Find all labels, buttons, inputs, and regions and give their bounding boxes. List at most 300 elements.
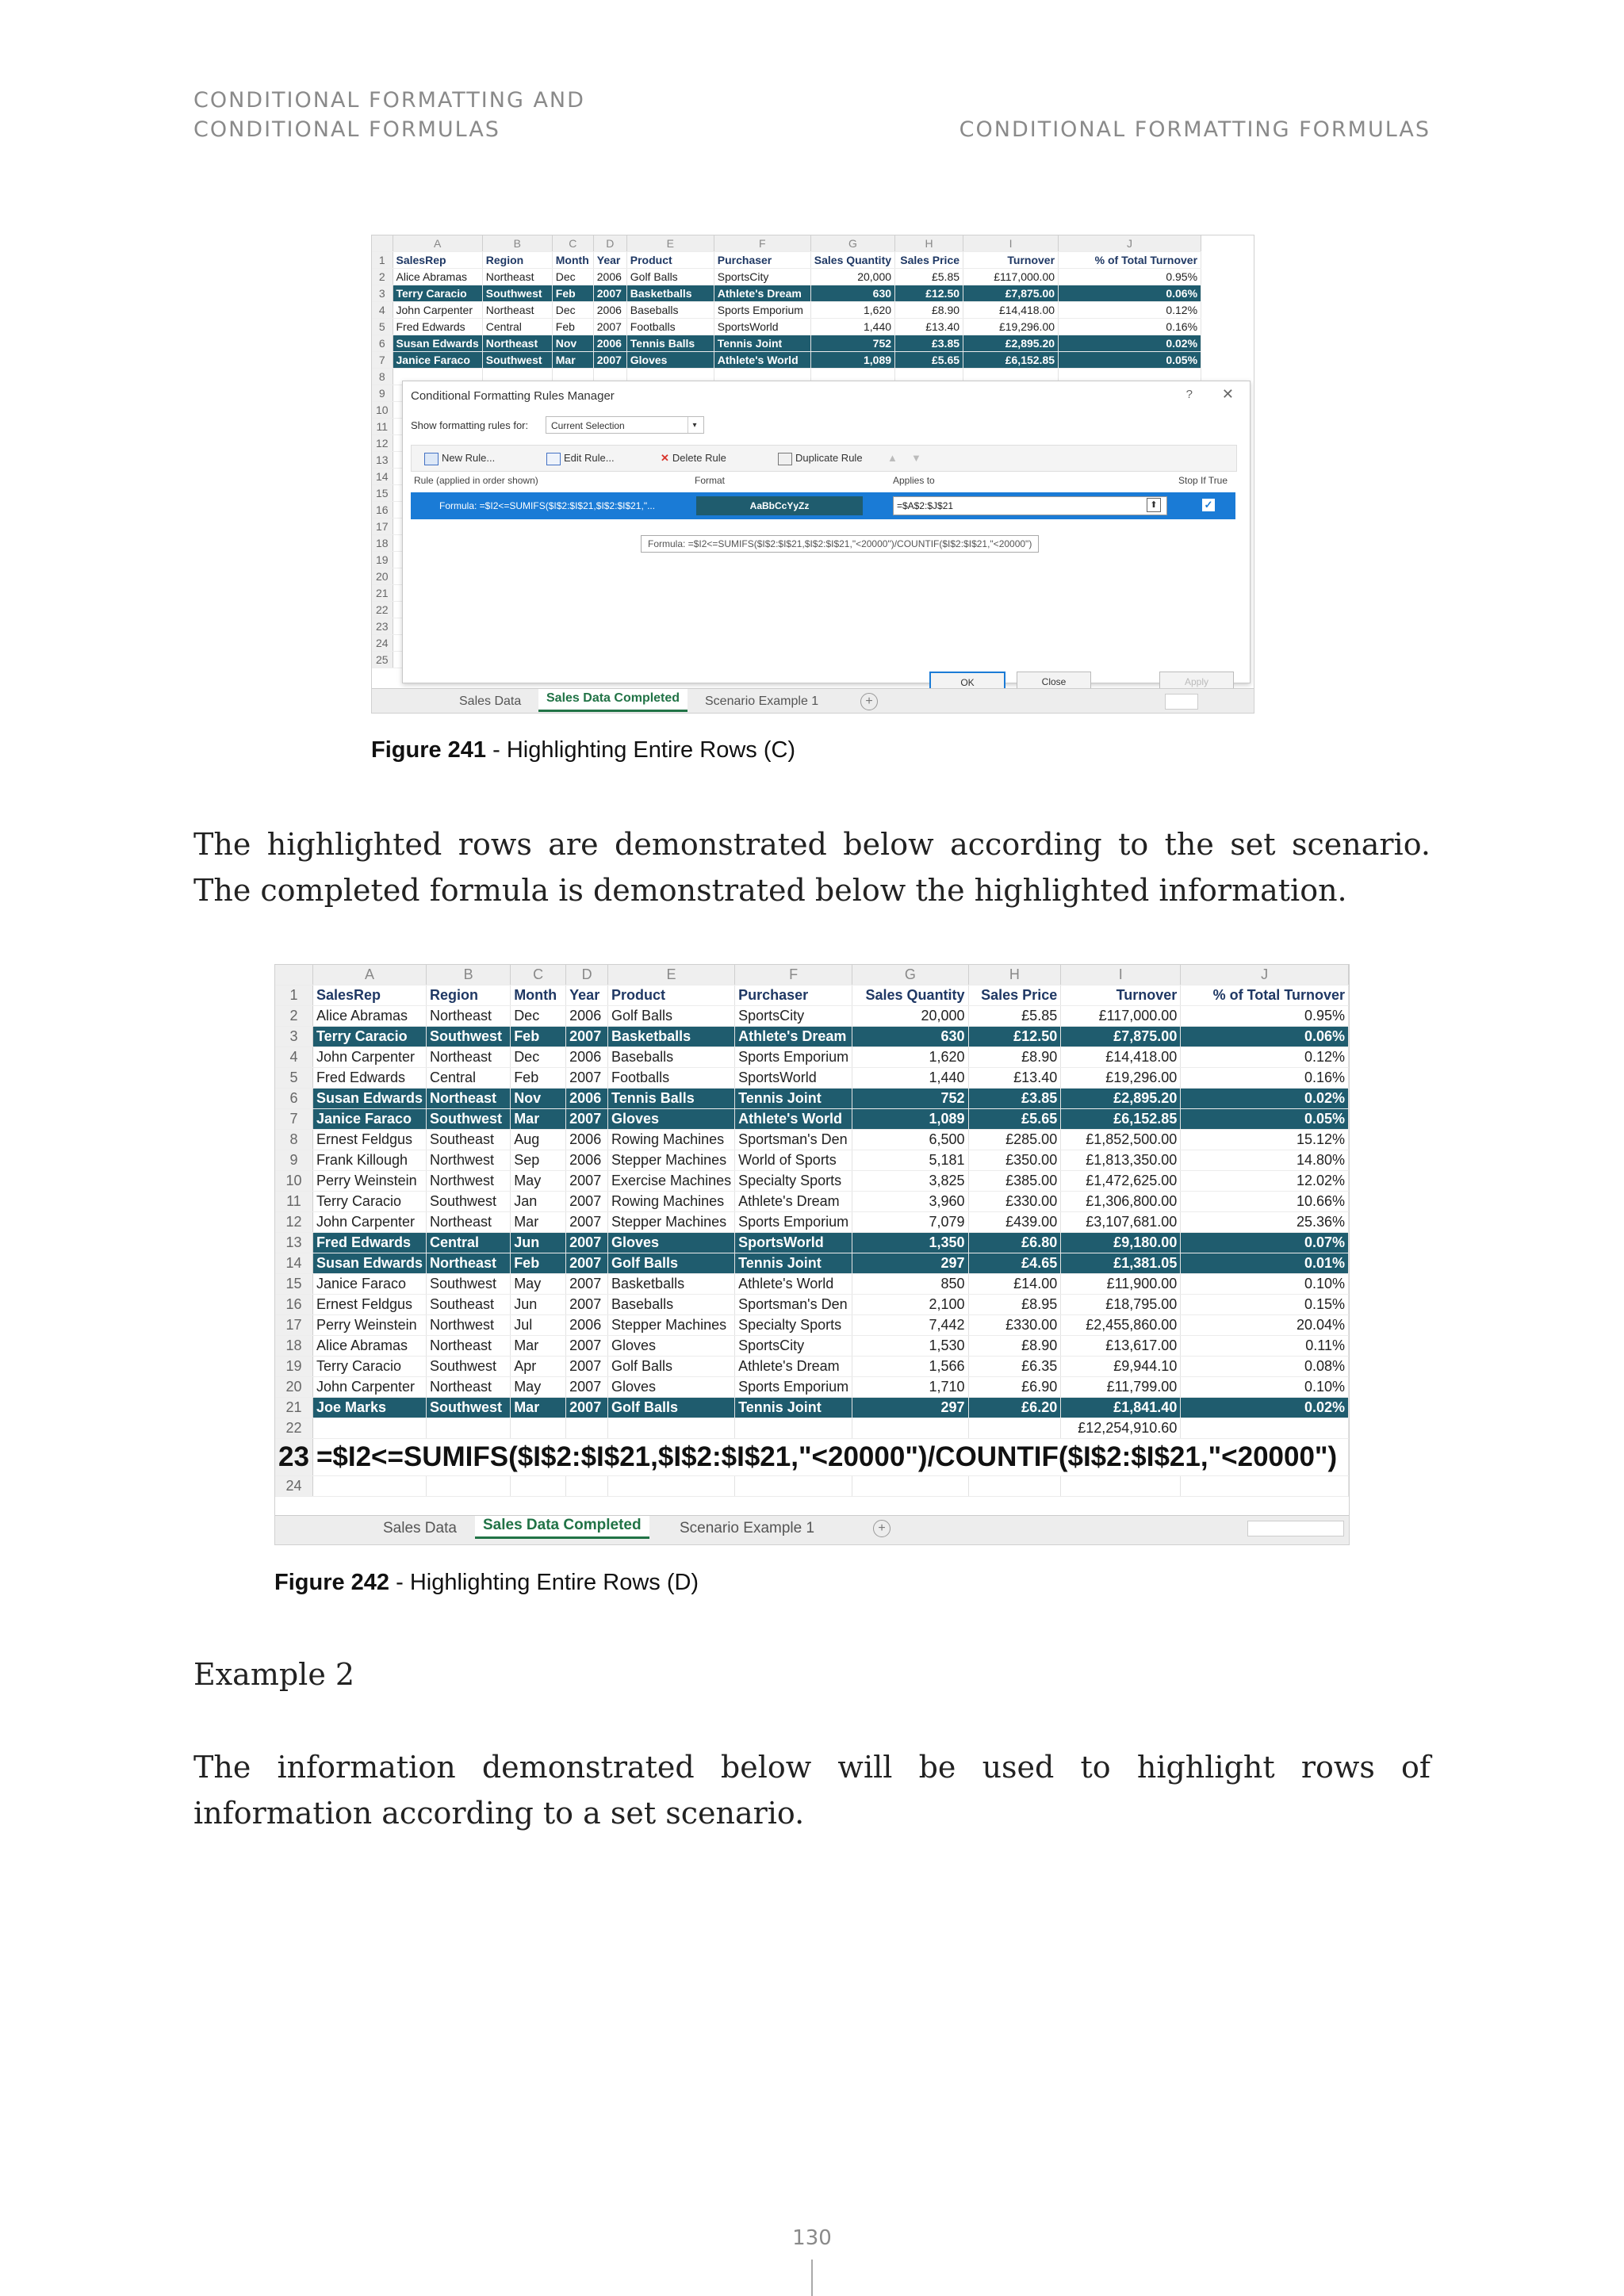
table-cell[interactable]: £11,799.00: [1061, 1377, 1181, 1398]
table-cell[interactable]: Nov: [552, 335, 593, 352]
table-cell[interactable]: Rowing Machines: [608, 1192, 735, 1212]
table-cell[interactable]: £1,381.05: [1061, 1253, 1181, 1274]
table-header-cell[interactable]: Sales Price: [968, 985, 1061, 1006]
table-cell[interactable]: Mar: [511, 1109, 566, 1130]
table-cell[interactable]: 0.11%: [1181, 1336, 1349, 1357]
table-cell[interactable]: £1,852,500.00: [1061, 1130, 1181, 1150]
table-cell[interactable]: 2006: [593, 335, 626, 352]
table-cell[interactable]: £14,418.00: [1061, 1047, 1181, 1068]
table-header-cell[interactable]: Month: [552, 252, 593, 269]
table-cell[interactable]: £5.85: [895, 269, 963, 285]
table-cell[interactable]: SportsWorld: [735, 1233, 852, 1253]
row-number[interactable]: 22: [372, 602, 393, 618]
table-cell[interactable]: £6.20: [968, 1398, 1061, 1418]
table-cell[interactable]: Feb: [511, 1068, 566, 1089]
table-cell[interactable]: Southwest: [482, 352, 552, 369]
table-cell[interactable]: 2007: [566, 1357, 608, 1377]
table-cell[interactable]: £12.50: [968, 1027, 1061, 1047]
row-number[interactable]: 24: [372, 635, 393, 652]
table-cell[interactable]: 2007: [566, 1109, 608, 1130]
table-cell[interactable]: £13,617.00: [1061, 1336, 1181, 1357]
table-cell[interactable]: Dec: [511, 1047, 566, 1068]
table-cell[interactable]: Central: [426, 1233, 510, 1253]
table-cell[interactable]: [312, 1476, 426, 1497]
table-cell[interactable]: Perry Weinstein: [312, 1315, 426, 1336]
table-cell[interactable]: Golf Balls: [608, 1253, 735, 1274]
column-letter-j[interactable]: J: [1059, 235, 1201, 252]
table-cell[interactable]: 6,500: [852, 1130, 968, 1150]
column-letter-c[interactable]: C: [552, 235, 593, 252]
table-cell[interactable]: Northeast: [482, 302, 552, 319]
table-cell[interactable]: 20,000: [852, 1006, 968, 1027]
table-cell[interactable]: Athlete's Dream: [735, 1357, 852, 1377]
table-cell[interactable]: Alice Abramas: [312, 1006, 426, 1027]
table-header-cell[interactable]: % of Total Turnover: [1059, 252, 1201, 269]
table-cell[interactable]: 0.05%: [1181, 1109, 1349, 1130]
row-number[interactable]: 1: [372, 252, 393, 269]
table-cell[interactable]: 20.04%: [1181, 1315, 1349, 1336]
table-cell[interactable]: Northwest: [426, 1315, 510, 1336]
table-cell[interactable]: Footballs: [608, 1068, 735, 1089]
table-cell[interactable]: 2007: [593, 285, 626, 302]
table-cell[interactable]: £1,813,350.00: [1061, 1150, 1181, 1171]
table-cell[interactable]: £11,900.00: [1061, 1274, 1181, 1295]
table-cell[interactable]: Northeast: [426, 1212, 510, 1233]
table-cell[interactable]: £14.00: [968, 1274, 1061, 1295]
table-cell[interactable]: Jan: [511, 1192, 566, 1212]
tab-sales-data-completed[interactable]: Sales Data Completed: [538, 689, 688, 712]
table-cell[interactable]: £19,296.00: [963, 319, 1059, 335]
table-cell[interactable]: 2,100: [852, 1295, 968, 1315]
applies-to-field[interactable]: =$A$2:$J$21: [893, 496, 1167, 515]
row-number[interactable]: 4: [372, 302, 393, 319]
table-cell[interactable]: [312, 1418, 426, 1439]
table-cell[interactable]: Southwest: [426, 1274, 510, 1295]
table-cell[interactable]: Terry Caracio: [312, 1192, 426, 1212]
table-cell[interactable]: Northeast: [426, 1336, 510, 1357]
table-cell[interactable]: John Carpenter: [393, 302, 482, 319]
tab-sales-data-completed-2[interactable]: Sales Data Completed: [475, 1516, 649, 1539]
column-letter-i[interactable]: I: [1061, 965, 1181, 985]
column-letter-h[interactable]: H: [895, 235, 963, 252]
table-cell[interactable]: Fred Edwards: [312, 1233, 426, 1253]
table-cell[interactable]: 1,620: [852, 1047, 968, 1068]
formula-text-cell[interactable]: =$I2<=SUMIFS($I$2:$I$21,$I$2:$I$21,"<20000")/COUNTIF($I$2:$I$21,"<20000"): [312, 1439, 1348, 1476]
row-number[interactable]: 21: [275, 1398, 312, 1418]
table-cell[interactable]: Southwest: [426, 1398, 510, 1418]
table-cell[interactable]: Mar: [552, 352, 593, 369]
table-cell[interactable]: May: [511, 1171, 566, 1192]
table-cell[interactable]: [852, 1476, 968, 1497]
row-number[interactable]: 4: [275, 1047, 312, 1068]
new-rule-button[interactable]: [424, 450, 495, 466]
table-cell[interactable]: 0.08%: [1181, 1357, 1349, 1377]
row-number[interactable]: 15: [275, 1274, 312, 1295]
column-letter-i[interactable]: I: [963, 235, 1059, 252]
table-cell[interactable]: Northeast: [426, 1047, 510, 1068]
table-cell[interactable]: Baseballs: [608, 1295, 735, 1315]
table-cell[interactable]: £9,180.00: [1061, 1233, 1181, 1253]
table-cell[interactable]: 20,000: [810, 269, 894, 285]
table-cell[interactable]: SportsCity: [714, 269, 810, 285]
table-cell[interactable]: Northwest: [426, 1150, 510, 1171]
table-cell[interactable]: Perry Weinstein: [312, 1171, 426, 1192]
table-cell[interactable]: 0.02%: [1181, 1398, 1349, 1418]
table-cell[interactable]: 0.06%: [1059, 285, 1201, 302]
table-cell[interactable]: Baseballs: [608, 1047, 735, 1068]
table-cell[interactable]: Stepper Machines: [608, 1212, 735, 1233]
row-number[interactable]: 11: [372, 419, 393, 435]
table-header-cell[interactable]: Purchaser: [714, 252, 810, 269]
table-cell[interactable]: 0.01%: [1181, 1253, 1349, 1274]
table-cell[interactable]: [1181, 1476, 1349, 1497]
table-header-cell[interactable]: Turnover: [963, 252, 1059, 269]
column-letter-d[interactable]: D: [566, 965, 608, 985]
table-cell[interactable]: Feb: [511, 1027, 566, 1047]
table-cell[interactable]: 1,089: [852, 1109, 968, 1130]
row-number[interactable]: 1: [275, 985, 312, 1006]
tab-scenario-example-1[interactable]: Scenario Example 1: [705, 695, 819, 708]
row-number[interactable]: 23: [275, 1439, 312, 1476]
table-cell[interactable]: Northeast: [482, 269, 552, 285]
table-cell[interactable]: May: [511, 1377, 566, 1398]
table-cell[interactable]: [608, 1476, 735, 1497]
table-header-cell[interactable]: Month: [511, 985, 566, 1006]
row-number[interactable]: 17: [275, 1315, 312, 1336]
table-cell[interactable]: Athlete's World: [735, 1109, 852, 1130]
table-cell[interactable]: £9,944.10: [1061, 1357, 1181, 1377]
table-cell[interactable]: £350.00: [968, 1150, 1061, 1171]
table-header-cell[interactable]: Region: [426, 985, 510, 1006]
row-number[interactable]: 6: [275, 1089, 312, 1109]
table-cell[interactable]: Rowing Machines: [608, 1130, 735, 1150]
table-cell[interactable]: Joe Marks: [312, 1398, 426, 1418]
row-number[interactable]: 12: [372, 435, 393, 452]
table-cell[interactable]: 7,442: [852, 1315, 968, 1336]
table-cell[interactable]: Mar: [511, 1212, 566, 1233]
table-cell[interactable]: 0.95%: [1059, 269, 1201, 285]
row-number[interactable]: 19: [372, 552, 393, 568]
table-cell[interactable]: Tennis Joint: [735, 1398, 852, 1418]
row-number[interactable]: 21: [372, 585, 393, 602]
table-cell[interactable]: [968, 1418, 1061, 1439]
column-letter-f[interactable]: F: [735, 965, 852, 985]
dialog-close-icon[interactable]: ✕: [1221, 386, 1234, 402]
table-cell[interactable]: Feb: [552, 285, 593, 302]
table-cell[interactable]: Northwest: [426, 1171, 510, 1192]
table-cell[interactable]: Dec: [552, 269, 593, 285]
table-cell[interactable]: Jul: [511, 1315, 566, 1336]
row-number[interactable]: 10: [275, 1171, 312, 1192]
table-cell[interactable]: Susan Edwards: [393, 335, 482, 352]
row-number[interactable]: 8: [275, 1130, 312, 1150]
table-cell[interactable]: SportsCity: [735, 1006, 852, 1027]
row-number[interactable]: 18: [275, 1336, 312, 1357]
table-cell[interactable]: Sportsman's Den: [735, 1130, 852, 1150]
table-cell[interactable]: 2006: [593, 302, 626, 319]
table-cell[interactable]: 1,620: [810, 302, 894, 319]
table-cell[interactable]: Southwest: [426, 1109, 510, 1130]
table-cell[interactable]: £1,841.40: [1061, 1398, 1181, 1418]
table-cell[interactable]: [426, 1476, 510, 1497]
table-header-cell[interactable]: Region: [482, 252, 552, 269]
row-number[interactable]: 17: [372, 519, 393, 535]
column-letter-c[interactable]: C: [511, 965, 566, 985]
table-cell[interactable]: Northeast: [426, 1089, 510, 1109]
table-cell[interactable]: Sports Emporium: [735, 1047, 852, 1068]
table-cell[interactable]: Footballs: [626, 319, 714, 335]
table-cell[interactable]: Sportsman's Den: [735, 1295, 852, 1315]
table-cell[interactable]: Fred Edwards: [312, 1068, 426, 1089]
table-cell[interactable]: 2007: [566, 1233, 608, 1253]
table-cell[interactable]: Gloves: [608, 1109, 735, 1130]
table-cell[interactable]: Mar: [511, 1398, 566, 1418]
table-cell[interactable]: £18,795.00: [1061, 1295, 1181, 1315]
table-cell[interactable]: Northeast: [426, 1377, 510, 1398]
table-cell[interactable]: Frank Killough: [312, 1150, 426, 1171]
table-cell[interactable]: £8.90: [895, 302, 963, 319]
table-cell[interactable]: Southwest: [426, 1027, 510, 1047]
row-number[interactable]: 24: [275, 1476, 312, 1497]
table-cell[interactable]: [1181, 1418, 1349, 1439]
table-cell[interactable]: 1,089: [810, 352, 894, 369]
table-cell[interactable]: [852, 1418, 968, 1439]
table-cell[interactable]: [511, 1476, 566, 1497]
table-cell[interactable]: Sports Emporium: [735, 1377, 852, 1398]
table-cell[interactable]: Southeast: [426, 1130, 510, 1150]
table-cell[interactable]: £6,152.85: [963, 352, 1059, 369]
table-cell[interactable]: Basketballs: [626, 285, 714, 302]
table-cell[interactable]: £5.65: [895, 352, 963, 369]
table-cell[interactable]: £385.00: [968, 1171, 1061, 1192]
select-all-corner[interactable]: [372, 235, 393, 252]
table-cell[interactable]: Gloves: [626, 352, 714, 369]
table-cell[interactable]: 0.15%: [1181, 1295, 1349, 1315]
table-cell[interactable]: [511, 1418, 566, 1439]
table-cell[interactable]: Tennis Joint: [714, 335, 810, 352]
row-number[interactable]: 20: [372, 568, 393, 585]
add-sheet-icon[interactable]: +: [860, 693, 878, 710]
table-cell[interactable]: £117,000.00: [1061, 1006, 1181, 1027]
row-number[interactable]: 13: [372, 452, 393, 469]
table-cell[interactable]: Stepper Machines: [608, 1315, 735, 1336]
table-cell[interactable]: 2007: [566, 1171, 608, 1192]
table-header-cell[interactable]: Sales Quantity: [810, 252, 894, 269]
table-cell[interactable]: 1,440: [852, 1068, 968, 1089]
table-cell[interactable]: 297: [852, 1398, 968, 1418]
table-cell[interactable]: 2007: [566, 1295, 608, 1315]
table-cell[interactable]: Sports Emporium: [735, 1212, 852, 1233]
table-cell[interactable]: 1,710: [852, 1377, 968, 1398]
table-cell[interactable]: Nov: [511, 1089, 566, 1109]
table-cell[interactable]: 2007: [566, 1274, 608, 1295]
row-number[interactable]: 23: [372, 618, 393, 635]
tab-sales-data[interactable]: Sales Data: [459, 695, 522, 708]
tab-scenario-example-1-2[interactable]: Scenario Example 1: [680, 1520, 815, 1536]
table-cell[interactable]: 2007: [566, 1212, 608, 1233]
table-header-cell[interactable]: Product: [608, 985, 735, 1006]
table-header-cell[interactable]: Product: [626, 252, 714, 269]
table-cell[interactable]: Baseballs: [626, 302, 714, 319]
table-cell[interactable]: Janice Faraco: [393, 352, 482, 369]
row-number[interactable]: 13: [275, 1233, 312, 1253]
row-number[interactable]: 16: [275, 1295, 312, 1315]
table-cell[interactable]: 0.06%: [1181, 1027, 1349, 1047]
table-cell[interactable]: 0.02%: [1059, 335, 1201, 352]
table-cell[interactable]: 0.02%: [1181, 1089, 1349, 1109]
table-cell[interactable]: £12.50: [895, 285, 963, 302]
close-button[interactable]: Close: [1017, 672, 1091, 692]
table-cell[interactable]: Southwest: [426, 1357, 510, 1377]
row-number[interactable]: 5: [275, 1068, 312, 1089]
table-cell[interactable]: Exercise Machines: [608, 1171, 735, 1192]
duplicate-rule-button[interactable]: [778, 450, 863, 466]
table-cell[interactable]: Susan Edwards: [312, 1089, 426, 1109]
row-number[interactable]: 11: [275, 1192, 312, 1212]
move-up-icon[interactable]: ▲: [887, 452, 898, 464]
table-cell[interactable]: Central: [482, 319, 552, 335]
column-letter-e[interactable]: E: [626, 235, 714, 252]
table-cell[interactable]: Dec: [511, 1006, 566, 1027]
table-cell[interactable]: May: [511, 1274, 566, 1295]
horizontal-scrollbar[interactable]: [1165, 694, 1198, 710]
table-cell[interactable]: 10.66%: [1181, 1192, 1349, 1212]
table-cell[interactable]: SportsWorld: [714, 319, 810, 335]
table-cell[interactable]: [735, 1476, 852, 1497]
table-cell[interactable]: Janice Faraco: [312, 1109, 426, 1130]
table-cell[interactable]: Fred Edwards: [393, 319, 482, 335]
table-cell[interactable]: £14,418.00: [963, 302, 1059, 319]
table-cell[interactable]: 0.10%: [1181, 1377, 1349, 1398]
delete-rule-button[interactable]: [661, 450, 726, 466]
table-cell[interactable]: 0.07%: [1181, 1233, 1349, 1253]
row-number[interactable]: 16: [372, 502, 393, 519]
table-cell[interactable]: Tennis Joint: [735, 1089, 852, 1109]
table-cell[interactable]: 2006: [566, 1130, 608, 1150]
table-cell[interactable]: 2007: [566, 1192, 608, 1212]
table-cell[interactable]: Athlete's World: [714, 352, 810, 369]
help-button[interactable]: ?: [1185, 388, 1193, 401]
table-cell[interactable]: £3,107,681.00: [1061, 1212, 1181, 1233]
table-cell[interactable]: Southwest: [426, 1192, 510, 1212]
row-number[interactable]: 7: [372, 352, 393, 369]
table-cell[interactable]: John Carpenter: [312, 1212, 426, 1233]
table-cell[interactable]: £8.90: [968, 1336, 1061, 1357]
table-header-cell[interactable]: Turnover: [1061, 985, 1181, 1006]
horizontal-scrollbar-2[interactable]: [1247, 1521, 1344, 1536]
table-cell[interactable]: Alice Abramas: [393, 269, 482, 285]
table-cell[interactable]: 2006: [566, 1315, 608, 1336]
table-cell[interactable]: £439.00: [968, 1212, 1061, 1233]
table-cell[interactable]: 752: [852, 1089, 968, 1109]
table-cell[interactable]: SportsWorld: [735, 1068, 852, 1089]
rule-row-selected[interactable]: [411, 492, 1235, 519]
table-cell[interactable]: Golf Balls: [608, 1357, 735, 1377]
table-cell[interactable]: 2006: [566, 1047, 608, 1068]
table-cell[interactable]: 2007: [566, 1068, 608, 1089]
table-cell[interactable]: £117,000.00: [963, 269, 1059, 285]
table-cell[interactable]: £4.65: [968, 1253, 1061, 1274]
table-cell[interactable]: Sep: [511, 1150, 566, 1171]
table-cell[interactable]: £2,895.20: [1061, 1089, 1181, 1109]
table-cell[interactable]: Golf Balls: [608, 1398, 735, 1418]
table-cell[interactable]: Gloves: [608, 1377, 735, 1398]
table-cell[interactable]: 0.95%: [1181, 1006, 1349, 1027]
row-number[interactable]: 18: [372, 535, 393, 552]
table-cell[interactable]: 2007: [566, 1377, 608, 1398]
row-number[interactable]: 8: [372, 369, 393, 385]
table-cell[interactable]: Specialty Sports: [735, 1315, 852, 1336]
table-cell[interactable]: Susan Edwards: [312, 1253, 426, 1274]
table-cell[interactable]: £330.00: [968, 1315, 1061, 1336]
ok-button[interactable]: OK: [929, 672, 1005, 694]
select-all-corner[interactable]: [275, 965, 312, 985]
table-cell[interactable]: Terry Caracio: [393, 285, 482, 302]
show-rules-select[interactable]: [546, 416, 704, 434]
table-cell[interactable]: 2007: [593, 319, 626, 335]
table-cell[interactable]: Athlete's Dream: [714, 285, 810, 302]
row-number[interactable]: 20: [275, 1377, 312, 1398]
table-cell[interactable]: £13.40: [968, 1068, 1061, 1089]
table-cell[interactable]: Golf Balls: [608, 1006, 735, 1027]
table-cell[interactable]: £330.00: [968, 1192, 1061, 1212]
table-header-cell[interactable]: SalesRep: [393, 252, 482, 269]
table-cell[interactable]: Northeast: [426, 1253, 510, 1274]
table-cell[interactable]: Tennis Joint: [735, 1253, 852, 1274]
row-number[interactable]: 6: [372, 335, 393, 352]
table-cell[interactable]: Northeast: [482, 335, 552, 352]
table-cell[interactable]: SportsCity: [735, 1336, 852, 1357]
table-cell[interactable]: Terry Caracio: [312, 1027, 426, 1047]
table-cell[interactable]: Basketballs: [608, 1027, 735, 1047]
table-cell[interactable]: 2007: [566, 1027, 608, 1047]
table-cell[interactable]: [1061, 1476, 1181, 1497]
column-letter-g[interactable]: G: [852, 965, 968, 985]
table-cell[interactable]: £2,455,860.00: [1061, 1315, 1181, 1336]
table-cell[interactable]: 3,960: [852, 1192, 968, 1212]
table-header-cell[interactable]: Year: [566, 985, 608, 1006]
row-number[interactable]: 2: [372, 269, 393, 285]
row-number[interactable]: 14: [275, 1253, 312, 1274]
column-letter-f[interactable]: F: [714, 235, 810, 252]
table-cell[interactable]: £6,152.85: [1061, 1109, 1181, 1130]
table-cell[interactable]: £6.80: [968, 1233, 1061, 1253]
stop-if-true-checkbox[interactable]: ✓: [1202, 499, 1215, 511]
table-cell[interactable]: £2,895.20: [963, 335, 1059, 352]
table-cell[interactable]: 2007: [566, 1398, 608, 1418]
column-letter-d[interactable]: D: [593, 235, 626, 252]
table-cell[interactable]: 2006: [566, 1089, 608, 1109]
table-cell[interactable]: 2006: [593, 269, 626, 285]
table-cell[interactable]: £6.35: [968, 1357, 1061, 1377]
table-cell[interactable]: £1,472,625.00: [1061, 1171, 1181, 1192]
row-number[interactable]: 10: [372, 402, 393, 419]
row-number[interactable]: 25: [372, 652, 393, 668]
table-cell[interactable]: £7,875.00: [963, 285, 1059, 302]
column-letter-e[interactable]: E: [608, 965, 735, 985]
table-cell[interactable]: £8.90: [968, 1047, 1061, 1068]
table-cell[interactable]: Specialty Sports: [735, 1171, 852, 1192]
table-cell[interactable]: Dec: [552, 302, 593, 319]
table-cell[interactable]: John Carpenter: [312, 1377, 426, 1398]
total-turnover-cell[interactable]: £12,254,910.60: [1061, 1418, 1181, 1439]
table-cell[interactable]: [608, 1418, 735, 1439]
table-cell[interactable]: Sports Emporium: [714, 302, 810, 319]
table-cell[interactable]: [566, 1418, 608, 1439]
column-letter-h[interactable]: H: [968, 965, 1061, 985]
row-number[interactable]: 9: [275, 1150, 312, 1171]
column-letter-a[interactable]: A: [312, 965, 426, 985]
